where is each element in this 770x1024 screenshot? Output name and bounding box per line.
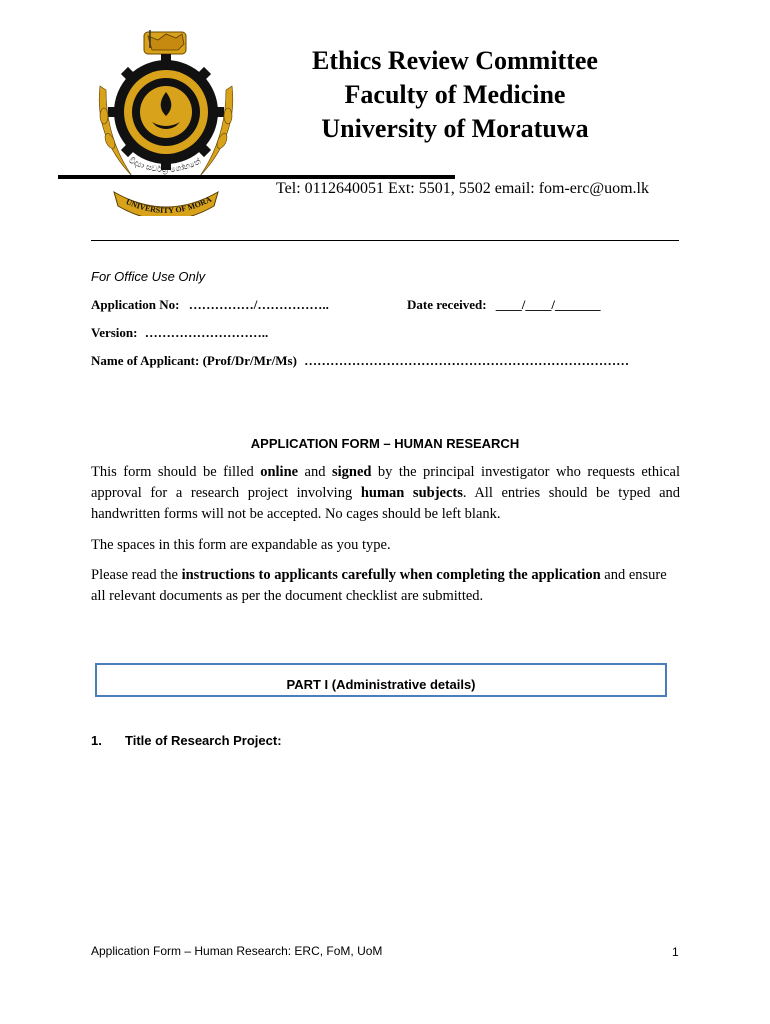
application-no-label: Application No: bbox=[91, 297, 180, 312]
p1-text-1: This form should be filled bbox=[91, 464, 261, 480]
applicant-name-field[interactable] bbox=[91, 353, 629, 369]
p1-bold-human-subjects: human subjects bbox=[360, 485, 463, 501]
footer-text: Application Form – Human Research: ERC, FoM, UoM bbox=[91, 944, 383, 958]
instructions-paragraph-3 bbox=[91, 565, 680, 607]
applicant-name-value: ………………………………………………………………… bbox=[304, 353, 630, 368]
version-value: ……………………….. bbox=[144, 325, 269, 340]
page-number: 1 bbox=[672, 945, 679, 959]
version-label: Version: bbox=[91, 325, 138, 340]
p1-text-4: . All entries should be typed and handwritten forms will not be accepted. No cages should be left blank. bbox=[91, 485, 681, 522]
gear-icon bbox=[108, 54, 224, 170]
title-line-faculty: Faculty of Medicine bbox=[344, 80, 566, 109]
question-1-number: 1. bbox=[91, 733, 102, 748]
question-1-label: Title of Research Project: bbox=[125, 733, 282, 748]
title-line-university: University of Moratuwa bbox=[321, 114, 589, 143]
title-line-committee: Ethics Review Committee bbox=[312, 46, 598, 75]
header-divider-thin bbox=[91, 240, 679, 241]
date-received-value: ____/____/_______ bbox=[495, 297, 601, 312]
page-title bbox=[240, 44, 670, 146]
header-divider-thick bbox=[58, 175, 455, 179]
instructions-paragraph-2: The spaces in this form are expandable as you type. bbox=[91, 537, 391, 553]
p3-text-2: and ensure all relevant documents as per the document checklist are submitted. bbox=[91, 567, 667, 604]
p3-text-1: Please read the bbox=[91, 567, 182, 583]
university-crest-icon bbox=[92, 26, 240, 216]
date-received-field[interactable] bbox=[407, 297, 601, 313]
instructions-paragraph-1 bbox=[91, 462, 680, 525]
part-one-heading: PART I (Administrative details) bbox=[286, 677, 476, 692]
crest-banner-text: UNIVERSITY OF MORA bbox=[124, 194, 213, 216]
date-received-label: Date received: bbox=[407, 297, 487, 312]
p1-bold-signed: signed bbox=[331, 464, 372, 480]
form-title: APPLICATION FORM – HUMAN RESEARCH bbox=[250, 436, 520, 451]
version-field[interactable] bbox=[91, 325, 268, 341]
application-no-field[interactable] bbox=[91, 297, 329, 313]
p1-bold-online: online bbox=[260, 464, 299, 480]
lion-emblem-icon bbox=[144, 30, 186, 54]
p1-text-2: and bbox=[298, 464, 332, 480]
contact-info: Tel: 0112640051 Ext: 5501, 5502 email: fom-erc@uom.lk bbox=[276, 180, 649, 197]
applicant-name-label: Name of Applicant: (Prof/Dr/Mr/Ms) bbox=[91, 353, 297, 368]
p3-bold-instructions: instructions to applicants carefully when completing the application bbox=[181, 567, 601, 583]
crest-motto-text: විද්‍යා සර්වත්‍ර ශෝභතේ bbox=[127, 155, 203, 175]
office-use-heading: For Office Use Only bbox=[91, 269, 206, 284]
p1-text-3: by the principal investigator who requests ethical approval for a research project involving bbox=[91, 464, 681, 501]
application-no-value: ……………/…………….. bbox=[188, 297, 329, 312]
